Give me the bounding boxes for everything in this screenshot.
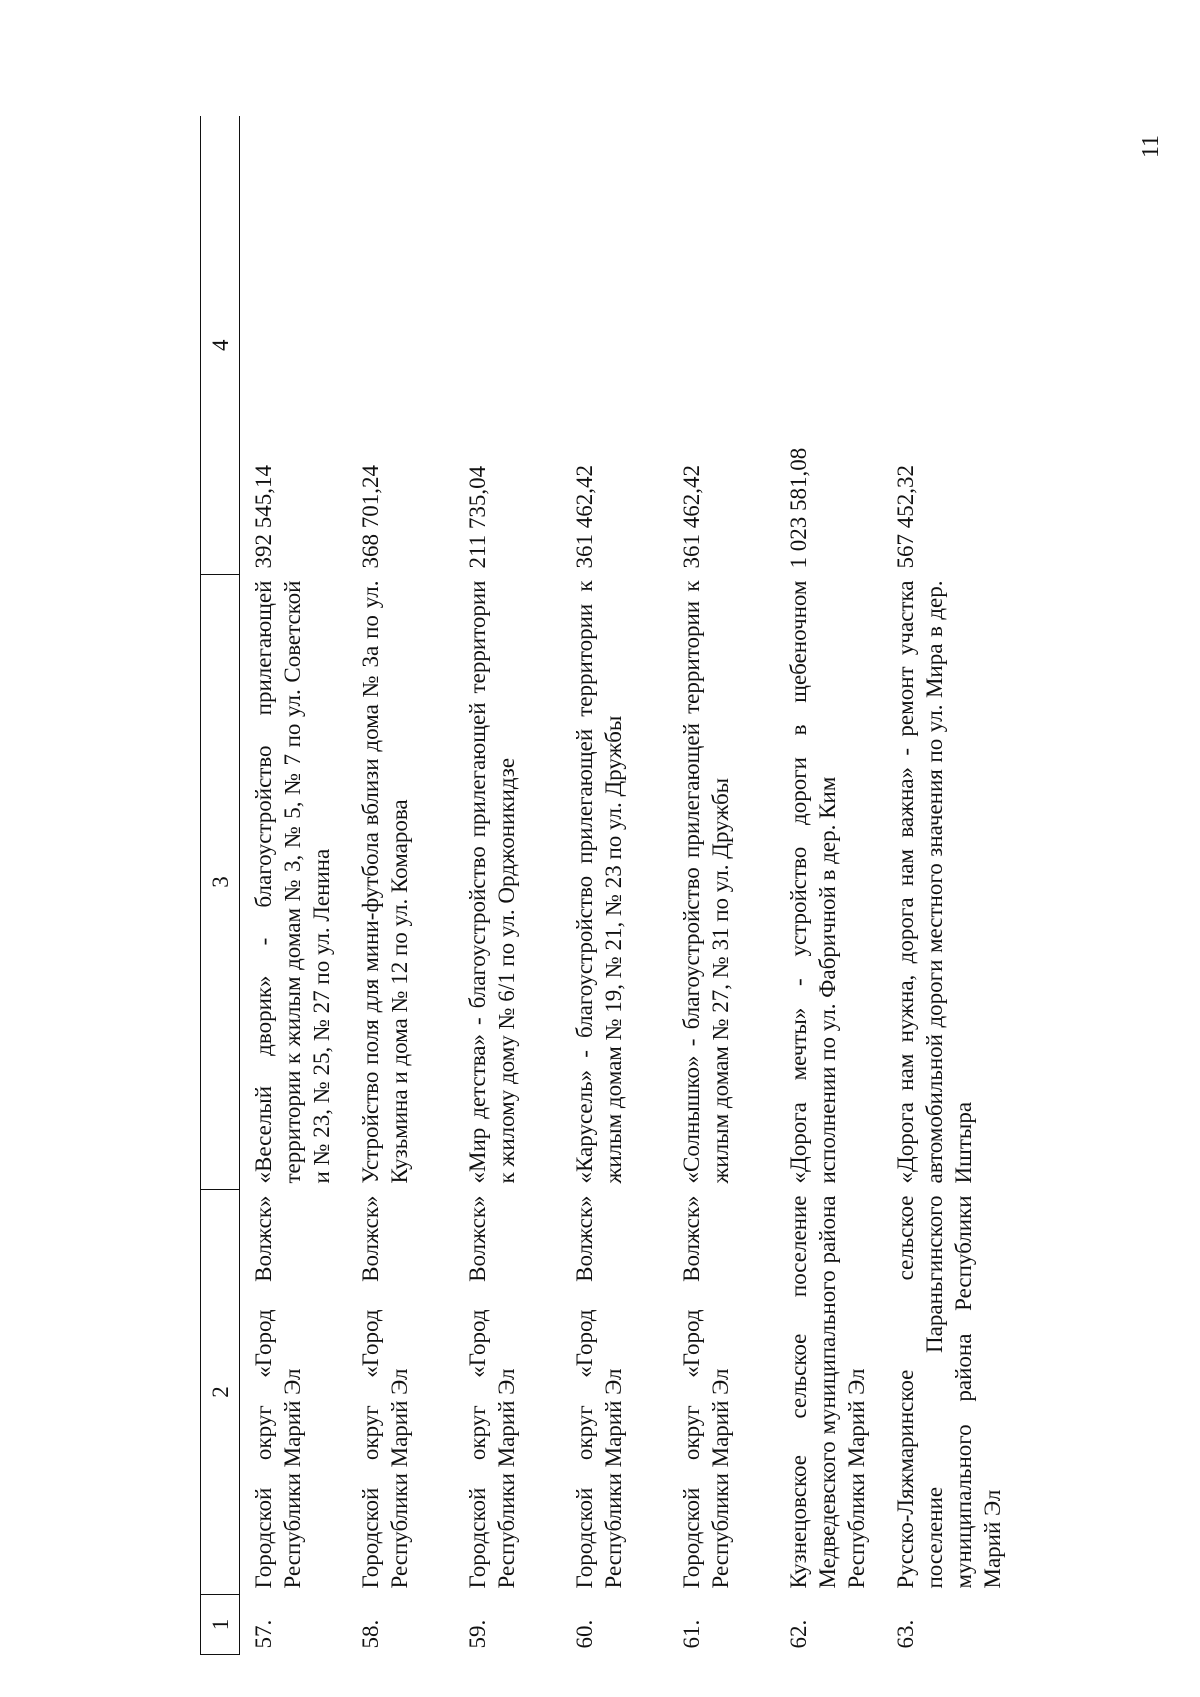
municipality-cell: Русско-Ляжмаринское сельское поселение Параньгинского муниципального района Республики Марий Эл bbox=[892, 1195, 1005, 1589]
row-number: 58. bbox=[357, 1619, 383, 1649]
amount-cell: 392 545,14 bbox=[251, 465, 276, 569]
row-number: 62. bbox=[785, 1619, 811, 1649]
amount-cell: 211 735,04 bbox=[464, 465, 490, 569]
project-cell: «Солнышко» - благоустройство прилегающей территории к жилым домам № 27, № 31 по ул. Дружбы bbox=[678, 580, 733, 1184]
column-header-2: 2 bbox=[201, 1190, 240, 1595]
column-header-3: 3 bbox=[201, 575, 240, 1190]
table-row bbox=[240, 117, 347, 1655]
project-cell: «Дорога мечты» - устройство дороги в щебеночном исполнении по ул. Фабричной в дер. Ким bbox=[785, 580, 840, 1184]
row-number: 57. bbox=[251, 1619, 276, 1649]
municipality-cell: Кузнецовское сельское поселение Медведевского муниципального района Республики Марий Эл bbox=[785, 1195, 869, 1589]
amount-cell: 567 452,32 bbox=[892, 465, 918, 569]
amount-cell: 361 462,42 bbox=[571, 465, 597, 569]
row-number: 59. bbox=[464, 1619, 490, 1649]
project-cell: «Веселый дворик» - благоустройство прилегающей территории к жилым домам № 3, № 5, № 7 по ул. Советской и № 23, № 25, № 27 по ул. Ленина bbox=[251, 580, 334, 1184]
table-row bbox=[454, 117, 561, 1655]
column-header-4: 4 bbox=[201, 117, 240, 575]
page-number: 11 bbox=[1138, 134, 1165, 159]
project-cell: «Мир детства» - благоустройство прилегающей территории к жилому дому № 6/1 по ул. Орджоникидзе bbox=[464, 580, 519, 1184]
row-number: 60. bbox=[571, 1619, 597, 1649]
municipality-cell: Городской округ «Город Волжск» Республики Марий Эл bbox=[571, 1195, 626, 1589]
rotated-table-page bbox=[200, 117, 1190, 1655]
table-row bbox=[668, 117, 775, 1655]
header-row bbox=[201, 117, 240, 1655]
municipality-cell: Городской округ «Город Волжск» Республики Марий Эл bbox=[357, 1195, 412, 1589]
table-row bbox=[347, 117, 454, 1655]
row-number: 63. bbox=[892, 1619, 918, 1649]
table-row bbox=[561, 117, 668, 1655]
project-cell: Устройство поля для мини-футбола вблизи дома № 3а по ул. Кузьмина и дома № 12 по ул. Комарова bbox=[357, 580, 412, 1184]
municipality-cell: Городской округ «Город Волжск» Республики Марий Эл bbox=[678, 1195, 733, 1589]
municipality-cell: Городской округ «Город Волжск» Республики Марий Эл bbox=[251, 1195, 305, 1589]
municipality-cell: Городской округ «Город Волжск» Республики Марий Эл bbox=[464, 1195, 519, 1589]
project-cell: «Дорога нам нужна, дорога нам важна» - ремонт участка автомобильной дороги местного значения по ул. Мира в дер. Иштыра bbox=[892, 580, 976, 1184]
project-cell: «Карусель» - благоустройство прилегающей территории к жилым домам № 19, № 21, № 23 по ул. Дружбы bbox=[571, 580, 626, 1184]
row-number: 61. bbox=[678, 1619, 704, 1649]
column-header-1: 1 bbox=[201, 1595, 240, 1655]
table-row bbox=[775, 117, 882, 1655]
funding-table bbox=[200, 117, 1007, 1656]
amount-cell: 361 462,42 bbox=[678, 465, 704, 569]
amount-cell: 1 023 581,08 bbox=[785, 447, 811, 569]
amount-cell: 368 701,24 bbox=[357, 465, 383, 569]
table-row bbox=[882, 117, 1007, 1655]
